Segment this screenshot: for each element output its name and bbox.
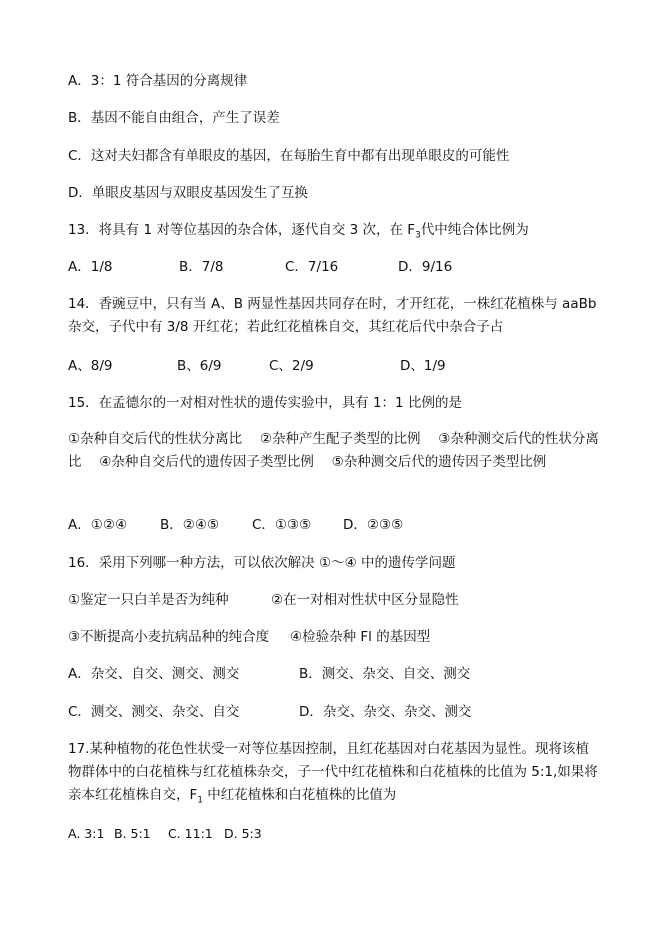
q15-option-a: A．①②④	[68, 517, 128, 533]
q12-option-c: C．这对夫妇都含有单眼皮的基因，在每胎生育中都有出现单眼皮的可能性	[68, 148, 510, 164]
q15-option-b: B．②④⑤	[160, 517, 220, 533]
q17-stem-sub: 1	[197, 795, 203, 806]
q12-option-b: B．基因不能自由组合，产生了误差	[68, 110, 280, 126]
q13-option-d: D．9/16	[398, 259, 453, 275]
q17-option-c: C. 11:1	[168, 826, 213, 841]
q16-option-c: C．测交、测交、杂交、自交	[68, 704, 240, 720]
q17-option-d: D. 5:3	[224, 826, 262, 841]
q13-option-c: C．7/16	[285, 259, 339, 275]
q15-option-c: C．①③⑤	[252, 517, 312, 533]
q15-items: ①杂种自交后代的性状分离比 ②杂种产生配子类型的比例 ③杂种测交后代的性状分离比 ④杂种自交后代的遗传因子类型比例 ⑤杂种测交后代的遗传因子类型比例	[68, 431, 599, 470]
q17-stem	[68, 738, 602, 813]
q17-stem-post: 中红花植株和白花植株的比值为	[203, 787, 397, 803]
q17-option-b: B. 5:1	[114, 826, 151, 841]
q16-option-b: B．测交、杂交、自交、测交	[299, 666, 471, 682]
q12-option-d: D．单眼皮基因与双眼皮基因发生了互换	[68, 185, 308, 201]
q17-stem-pre: 17.某种植物的花色性状受一对等位基因控制，且红花基因对白花基因为显性。现将该植物群体中的白花植株与红花植株杂交，子一代中红花植株和白花植株的比值为 5:1,如果将亲本红花植株自交，F	[68, 741, 598, 803]
q16-item-4: ④检验杂种 Fl 的基因型	[290, 629, 431, 645]
q13-stem-sub: 3	[415, 230, 421, 241]
q15-option-d: D．②③⑤	[343, 517, 404, 533]
q14-option-a: A、8/9	[68, 358, 113, 374]
q13-stem-post: 代中纯合体比例为	[420, 222, 529, 238]
q14-stem: 14．香豌豆中，只有当 A、B 两显性基因共同存在时，才开红花，一株红花植株与 aaBb 杂交，子代中有 3/8 开红花；若此红花植株自交，其红花后代中杂合子占	[68, 296, 597, 335]
q16-item-3: ③不断提高小麦抗病品种的纯合度	[68, 629, 270, 645]
q16-item-2: ②在一对相对性状中区分显隐性	[271, 592, 459, 608]
q17-option-a: A. 3:1	[68, 826, 105, 841]
q12-option-a: A．3：1 符合基因的分离规律	[68, 73, 248, 89]
q16-stem: 16．采用下列哪一种方法，可以依次解决 ①～④ 中的遗传学问题	[68, 555, 456, 571]
q13-stem-pre: 13．将具有 1 对等位基因的杂合体，逐代自交 3 次，在 F	[68, 222, 416, 238]
q13-option-b: B．7/8	[179, 259, 224, 275]
q14-option-c: C、2/9	[269, 358, 314, 374]
q13-option-a: A．1/8	[68, 259, 113, 275]
q16-option-d: D．杂交、杂交、杂交、测交	[299, 704, 472, 720]
q14-option-d: D、1/9	[400, 358, 446, 374]
q16-option-a: A．杂交、自交、测交、测交	[68, 666, 240, 682]
q13-stem	[68, 222, 529, 244]
q15-stem: 15．在孟德尔的一对相对性状的遗传实验中，具有 1：1 比例的是	[68, 395, 462, 411]
q14-option-b: B、6/9	[177, 358, 222, 374]
q16-item-1: ①鉴定一只白羊是否为纯种	[68, 592, 229, 608]
